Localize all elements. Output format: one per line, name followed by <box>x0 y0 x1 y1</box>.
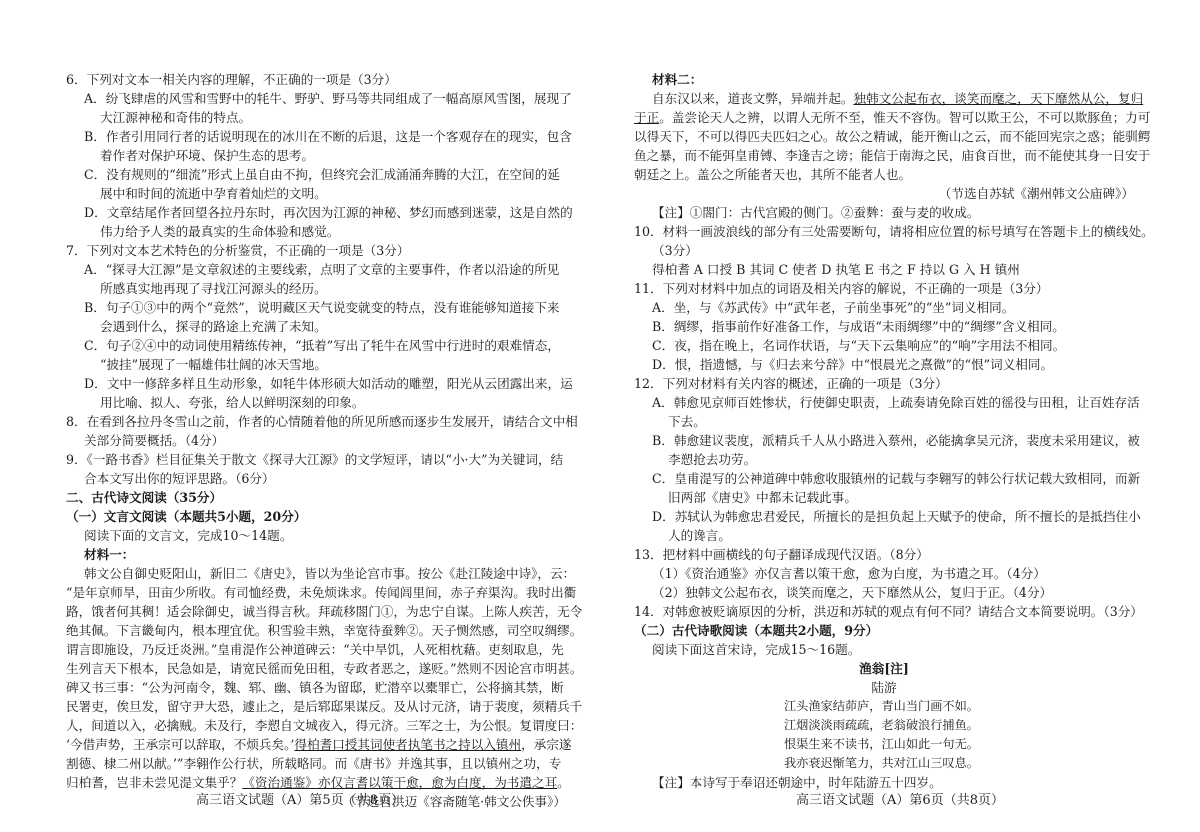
right-text-line: B．韩愈建议裴度，派精兵千人从小路进入蔡州，必能擒拿吴元济，裴度未采用建议，被 <box>652 433 1140 448</box>
left-text-line: A．纷飞肆虐的风雪和雪野中的牦牛、野驴、野马等共同组成了一幅高原风雪图，展现了 <box>84 91 572 106</box>
right-text-line: D．苏轼认为韩愈忠君爱民，所擅长的是担负起上天赋予的使命，所不擅长的是抵挡住小 <box>652 509 1141 524</box>
right-text-line: A．韩愈见京师百姓惨状，行使御史职责，上疏奏请免除百姓的徭役与田租，让百姓存活 <box>652 395 1140 410</box>
right-page <box>600 0 1200 832</box>
right-text-line: 材料二： <box>652 72 703 87</box>
left-text-line: 割德、棣二州以献。’”李翱作公行状，所载略同。而《唐书》并逸其事，且以镇州之功，专 <box>66 756 562 771</box>
left-text-line: 归柏耆，岂非未尝见湜文集乎？《资治通鉴》亦仅言耆以策干愈，愈为白度，为书遣之耳。 <box>66 775 570 790</box>
right-text-line: （1）《资治通鉴》亦仅言耆以策干愈，愈为白度，为书遣之耳。（4分） <box>652 566 1046 581</box>
left-text-line: （一）文言文阅读（本题共5小题，20分） <box>66 509 307 524</box>
right-text-line: C．夜，指在晚上，名词作状语，与“天下云集响应”的“响”字用法不相同。 <box>652 338 1066 353</box>
left-text-line: B．作者引用同行者的话说明现在的冰川在不断的后退，这是一个客观存在的现实，包含 <box>84 129 572 144</box>
left-text-line: 二、古代诗文阅读（35分） <box>66 490 223 505</box>
right-text-line: 人的谗言。 <box>668 528 731 543</box>
left-text-line: B．句子①③中的两个“竟然”，说明藏区天气说变就变的特点，没有谁能够知道接下来 <box>84 300 560 315</box>
right-text-line: 阅读下面这首宋诗，完成15～16题。 <box>652 642 861 657</box>
right-text-line: 旧两部《唐史》中都未记载此事。 <box>668 490 857 505</box>
right-text-line: 江头渔家结茆庐，青山当门画不如。 <box>784 699 979 713</box>
left-text-line: （节选自洪迈《容斋随笔·韩文公佚事》） <box>341 794 566 809</box>
right-text-line: 渔翁[注] <box>859 661 909 676</box>
right-text-line: 以得天下，不可以得匹夫匹妇之心。故公之精诚，能开衡山之云，而不能回宪宗之惑；能驯鳄 <box>634 129 1151 144</box>
right-text-line: （节选自苏轼《潮州韩文公庙碑》） <box>938 186 1134 201</box>
right-text-line: 10．材料一画波浪线的部分有三处需要断句，请将相应位置的标号填写在答题卡上的横线处。 <box>634 224 1154 239</box>
right-text-line: 得柏耆 A 口授 B 其词 C 使者 D 执笔 E 书之 F 持以 G 入 H 镇州 <box>652 262 1020 277</box>
underlined-sentence: 得柏耆口授其词使者执笔书之持以入镇州 <box>294 737 522 752</box>
right-text-line: 14．对韩愈被贬谪原因的分析，洪迈和苏轼的观点有何不同？请结合文本简要说明。（3分） <box>634 604 1143 619</box>
right-text-line: A．坐，与《苏武传》中“武年老，子前坐事死”的“坐”词义相同。 <box>652 300 1015 315</box>
left-text-line: 伟力给予人类的最真实的生命体验和感觉。 <box>100 224 340 239</box>
left-text-line: 关部分简要概括。（4分） <box>84 433 225 448</box>
right-text-line: 李愬抢去功劳。 <box>668 452 757 467</box>
right-text-line: 自东汉以来，道丧文弊，异端并起。独韩文公起布衣，谈笑而麾之，天下靡然从公，复归 <box>652 91 1144 106</box>
left-text-line: 民署吏，俟旦发，留守尹大恐，遽止之，是后郓邸果谋反。及从讨元济，请于裴度，须精兵千 <box>66 699 583 714</box>
left-text-line: 展中和时间的流逝中孕育着灿烂的文明。 <box>100 186 327 201</box>
left-text-line: 9．《一路书香》栏目征集关于散文《探寻大江源》的文学短评，请以“小·大”为关键词，结 <box>66 452 564 467</box>
left-text-line: 路，饿者何其稠！适会除御史，诚当得言秋。拜疏移閤门①，为忠宁自谋。上陈人疾苦，无令 <box>66 604 583 619</box>
right-text-line: 13．把材料中画横线的句子翻译成现代汉语。（8分） <box>634 547 929 562</box>
right-text-line: 鱼之暴，而不能弭皇甫镈、李逢吉之谤；能信于南海之民，庙食百世，而不能使其身一日安于 <box>634 148 1151 163</box>
right-text-line: （二）古代诗歌阅读（本题共2小题，9分） <box>634 623 879 638</box>
left-text-line: 大江源神秘和奇伟的特点。 <box>100 110 252 125</box>
left-text-line: 人，间道以入，必擒贼。未及行，李愬自文城夜入，得元济。三军之士，为公恨。复谓度曰： <box>66 718 583 733</box>
right-text-line: （2）独韩文公起布衣，谈笑而麾之，天下靡然从公，复归于正。（4分） <box>652 585 1053 600</box>
left-text-line: 材料一： <box>84 547 135 562</box>
left-text-line: 阅读下面的文言文，完成10～14题。 <box>84 528 293 543</box>
footer-right: 高三语文试题（A）第6页（共8页） <box>796 793 1004 808</box>
left-text-line: 谓言即施设，乃反迁炎洲。”皇甫湜作公神道碑云：“关中旱饥，人死相枕藉。吏刻取息，先 <box>66 642 564 657</box>
left-text-line: ‘今借声势，王承宗可以辞取，不烦兵矣。’得柏耆口授其词使者执笔书之持以入镇州，承宗遂 <box>66 737 572 752</box>
right-text-line: 12．下列对材料有关内容的概述，正确的一项是（3分） <box>634 376 948 391</box>
left-text-line: 生列言天下根本，民急如是，请宽民徭而免田租，专政者恶之，遂贬。”然则不因论宫市明甚。 <box>66 661 583 676</box>
right-text-line: 【注】本诗写于奉诏还朝途中，时年陆游五十四岁。 <box>652 775 942 790</box>
right-text-line: 陆游 <box>871 680 897 695</box>
footer-left: 高三语文试题（A）第5页（共8页） <box>196 793 404 808</box>
right-text-line: B．绸缪，指事前作好准备工作，与成语“未雨绸缪”中的“绸缪”含义相同。 <box>652 319 1065 334</box>
right-text-line: 朝廷之上。盖公之所能者天也，其所不能者人也。 <box>634 167 912 182</box>
left-text-line: 合本文写出你的短评思路。（6分） <box>84 471 275 486</box>
left-text-line: 着作者对保护环境、保护生态的思考。 <box>100 148 315 163</box>
left-text-line: 7．下列对文本艺术特色的分析鉴赏，不正确的一项是（3分） <box>66 243 410 258</box>
left-text-line: 绝其佩。下言畿甸内，根本理宜优。积雪验丰熟，幸宽待蚕麰②。天子恻然感，司空叹绸缪。 <box>66 623 583 638</box>
left-text-line: 6．下列对文本一相关内容的理解，不正确的一项是（3分） <box>66 72 397 87</box>
underlined-sentence: 独韩文公起布衣，谈笑而麾之，天下靡然从公，复归 <box>853 91 1144 106</box>
right-text-line: 11．下列对材料中加点的词语及相关内容的解说，不正确的一项是（3分） <box>634 281 1049 296</box>
left-text-line: D．文章结尾作者回望各拉丹东时，再次因为江源的神秘、梦幻而感到迷蒙，这是自然的 <box>84 205 573 220</box>
left-text-line: “是年京师旱，田亩少所收。有司恤经费，未免烦诛求。传闻闾里间，赤子弃渠沟。我时出衢 <box>66 585 577 600</box>
right-text-line: 我亦衰迟惭笔力，共对江山三叹息。 <box>784 756 979 770</box>
right-text-line: D．恨，指遗憾，与《归去来兮辞》中“恨晨光之熹微”的“恨”词义相同。 <box>652 357 1054 372</box>
left-text-line: C．没有规则的“细流”形式上虽自由不拘，但终究会汇成涌涌奔腾的大江，在空间的延 <box>84 167 560 182</box>
left-text-line: “披挂”展现了一幅雄伟壮阔的冰天雪地。 <box>100 357 327 372</box>
left-text-line: 会遇到什么，探寻的路途上充满了未知。 <box>100 319 327 334</box>
right-text-line: C．皇甫湜写的公神道碑中韩愈收服镇州的记载与李翱写的韩公行状记载大致相同，而新 <box>652 471 1141 486</box>
left-text-line: C．句子②④中的动词使用精练传神，“抵着”写出了牦牛在风雪中行进时的艰难情态， <box>84 338 560 353</box>
right-text-line: 于正。盖尝论天人之辨，以谓人无所不至，惟天不容伪。智可以欺王公，不可以欺豚鱼；力可 <box>634 110 1151 125</box>
left-text-line: 用比喻、拟人、夸张，给人以鲜明深刻的印象。 <box>100 395 365 410</box>
underlined-sentence: 于正 <box>634 110 660 125</box>
underlined-sentence: 《资治通鉴》亦仅言耆以策干愈，愈为白度，为书遣之耳 <box>242 775 558 790</box>
right-text-line: 下去。 <box>668 414 706 429</box>
left-text-line: 所感真实地再现了寻找江河源头的经历。 <box>100 281 327 296</box>
left-text-line: 韩文公自御史贬阳山，新旧二《唐史》，皆以为坐论宫市事。按公《赴江陵途中诗》，云： <box>84 566 576 581</box>
left-text-line: 8．在看到各拉丹冬雪山之前，作者的心情随着他的所见所感而逐步生发展开，请结合文中相 <box>66 414 578 429</box>
right-text-line: 江烟淡淡雨疏疏，老翁破浪行捕鱼。 <box>784 718 979 732</box>
right-text-line: （3分） <box>652 243 698 258</box>
right-text-line: 【注】①閤门：古代宫殿的侧门。②蚕麰：蚕与麦的收成。 <box>652 205 980 220</box>
left-text-line: A．“探寻大江源”是文章叙述的主要线索，点明了文章的主要事件，作者以沿途的所见 <box>84 262 560 277</box>
right-text-line: 恨渠生来不读书，江山如此一句无。 <box>784 737 979 751</box>
left-text-line: D．文中一修辞多样且生动形象，如牦牛体形硕大如活动的雕塑，阳光从云团露出来，运 <box>84 376 573 391</box>
left-text-line: 碑又书三事：“公为河南令，魏、郓、幽、镇各为留邸，贮潜卒以橐罪亡，公将摘其禁，断 <box>66 680 564 695</box>
